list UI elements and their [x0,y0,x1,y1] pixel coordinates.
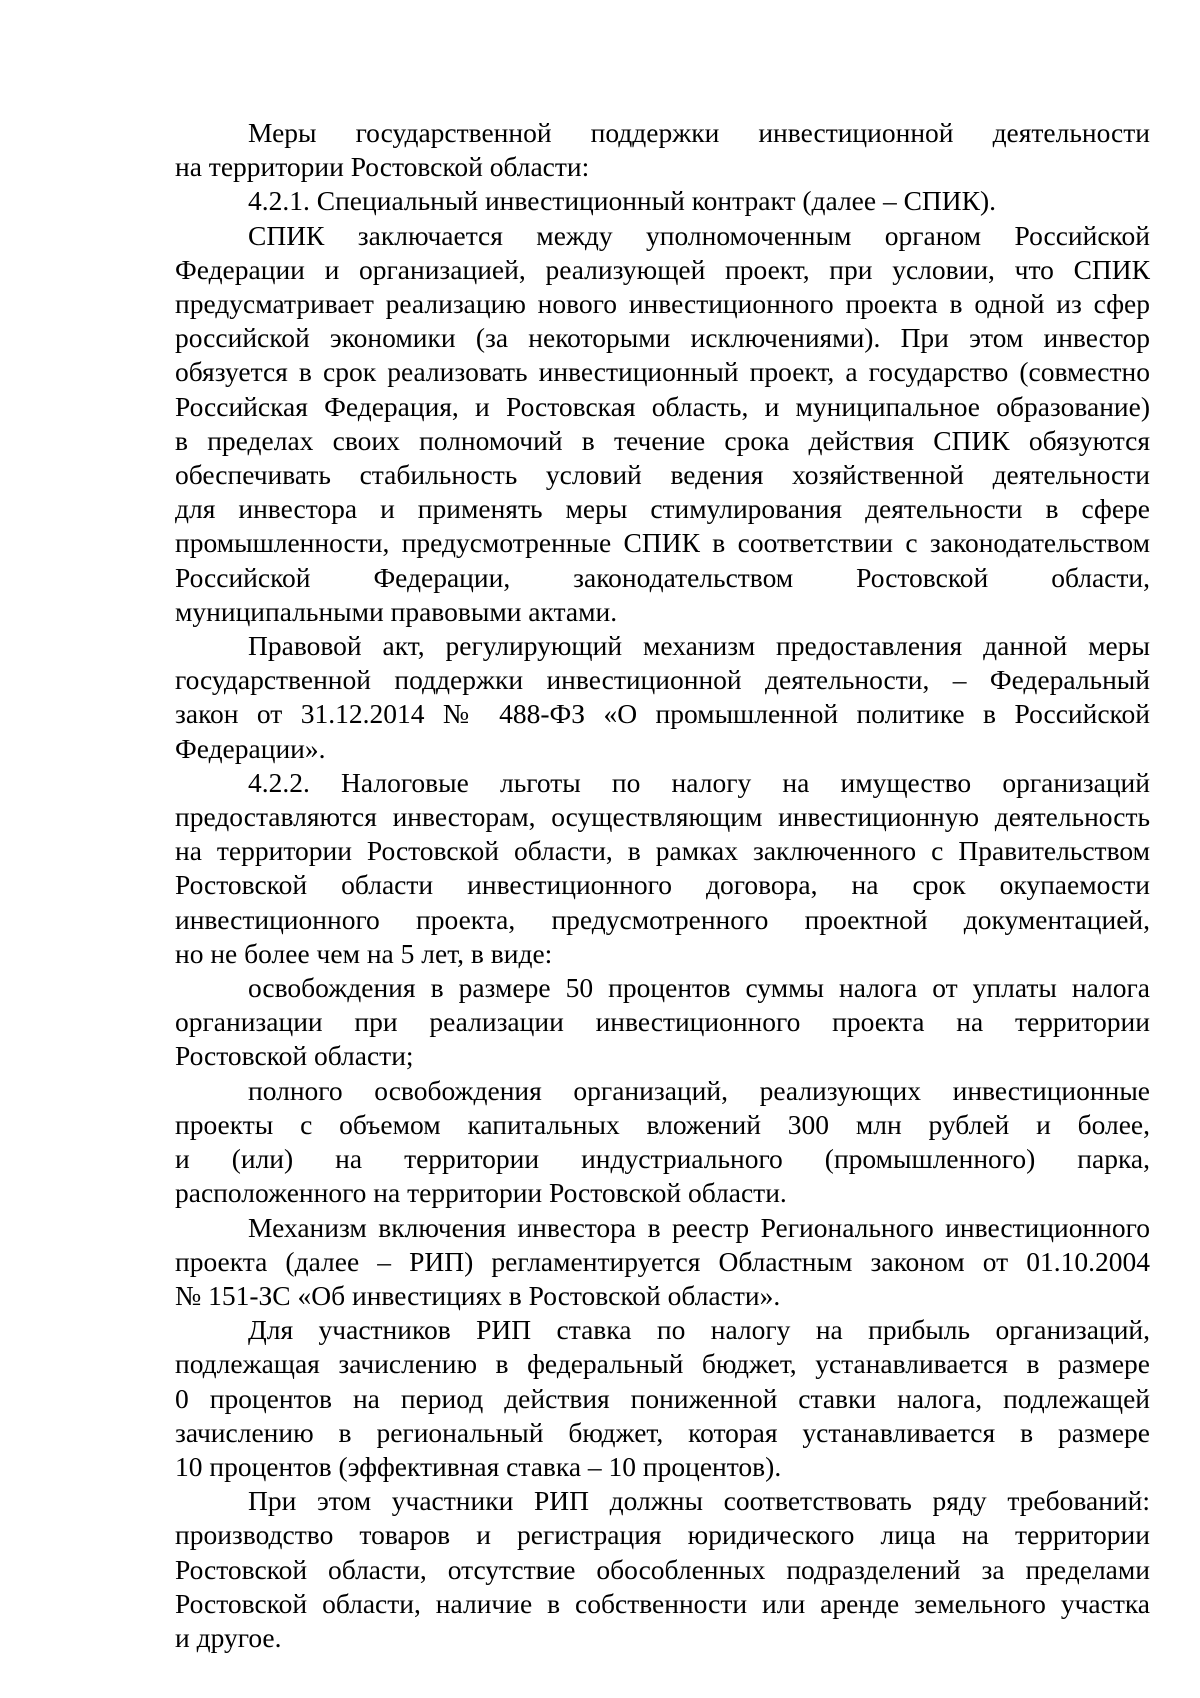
text-line: 4.2.2. Налоговые льготы по налогу на имущество организаций [248,766,1150,798]
text-line: для инвестора и применять меры стимулирования деятельности в сфере [175,493,1150,525]
text-line: Российская Федерация, и Ростовская область, и муниципальное образование) [175,390,1150,422]
text-line: Для участников РИП ставка по налогу на прибыль организаций, [248,1314,1150,1346]
text-line: проекта (далее – РИП) регламентируется Областным законом от 01.10.2004 [175,1245,1150,1277]
text-line: 4.2.1. Специальный инвестиционный контракт (далее – СПИК). [248,185,997,217]
document-body [175,116,1150,1655]
text-line: Федерации и организацией, реализующей проект, при условии, что СПИК [175,253,1150,285]
text-line: и (или) на территории индустриального (промышленного) парка, [175,1143,1150,1175]
paragraph-legal-act [175,629,1150,766]
paragraph-p-4-2-2 [175,766,1150,971]
text-line: организации при реализации инвестиционного проекта на территории [175,1006,1150,1038]
text-line: расположенного на территории Ростовской области. [175,1177,787,1209]
text-line: но не более чем на 5 лет, в виде: [175,937,553,969]
text-line: полного освобождения организаций, реализующих инвестиционные [248,1074,1150,1106]
text-line: Механизм включения инвестора в реестр Регионального инвестиционного [248,1211,1150,1243]
paragraph-rip-tax-rate [175,1313,1150,1484]
text-line: Правовой акт, регулирующий механизм предоставления данной меры [248,630,1150,662]
text-line: российской экономики (за некоторыми исключениями). При этом инвестор [175,322,1150,354]
text-line: на территории Ростовской области, в рамках заключенного с Правительством [175,835,1150,867]
text-line: Меры государственной поддержки инвестиционной деятельности [248,117,1150,148]
paragraph-spik-description [175,219,1150,629]
text-line: обязуется в срок реализовать инвестиционный проект, а государство (совместно [175,356,1150,388]
text-line: производство товаров и регистрация юридического лица на территории [175,1519,1150,1551]
text-line: обеспечивать стабильность условий ведения хозяйственной деятельности [175,459,1150,491]
text-line: промышленности, предусмотренные СПИК в соответствии с законодательством [175,527,1150,559]
text-line: Российской Федерации, законодательством Ростовской области, [175,561,1150,593]
text-line: зачислению в региональный бюджет, которая устанавливается в размере [175,1416,1150,1448]
text-line: государственной поддержки инвестиционной деятельности, – Федеральный [175,664,1150,696]
text-line: Ростовской области инвестиционного договора, на срок окупаемости [175,869,1150,901]
paragraph-intro [175,116,1150,184]
text-line: освобождения в размере 50 процентов суммы налога от уплаты налога [248,972,1150,1004]
text-line: Ростовской области, наличие в собственности или аренде земельного участка [175,1587,1150,1619]
text-line: и другое. [175,1621,282,1653]
text-line: При этом участники РИП должны соответствовать ряду требований: [248,1485,1150,1517]
text-line: на территории Ростовской области: [175,151,590,183]
text-line: Ростовской области, отсутствие обособленных подразделений за пределами [175,1553,1150,1585]
text-line: подлежащая зачислению в федеральный бюджет, устанавливается в размере [175,1348,1150,1380]
text-line: 0 процентов на период действия пониженной ставки налога, подлежащей [175,1382,1150,1414]
text-line: в пределах своих полномочий в течение срока действия СПИК обязуются [175,424,1150,456]
text-line: закон от 31.12.2014 № 488-ФЗ «О промышленной политике в Российской [175,698,1150,730]
paragraph-rip-mechanism [175,1211,1150,1314]
text-line: инвестиционного проекта, предусмотренного проектной документацией, [175,903,1150,935]
paragraph-exemption-50 [175,971,1150,1074]
text-line: предусматривает реализацию нового инвестиционного проекта в одной из сфер [175,288,1150,320]
text-line: Федерации». [175,732,326,764]
text-line: проекты с объемом капитальных вложений 300 млн рублей и более, [175,1108,1150,1140]
paragraph-rip-requirements [175,1484,1150,1655]
paragraph-p-4-2-1 [175,184,1150,218]
text-line: СПИК заключается между уполномоченным органом Российской [248,219,1150,251]
text-line: муниципальными правовыми актами. [175,595,618,627]
text-line: предоставляются инвесторам, осуществляющим инвестиционную деятельность [175,801,1150,833]
text-line: № 151-ЗС «Об инвестициях в Ростовской области». [175,1279,781,1311]
paragraph-exemption-full [175,1074,1150,1211]
text-line: 10 процентов (эффективная ставка – 10 процентов). [175,1450,782,1482]
text-line: Ростовской области; [175,1040,414,1072]
